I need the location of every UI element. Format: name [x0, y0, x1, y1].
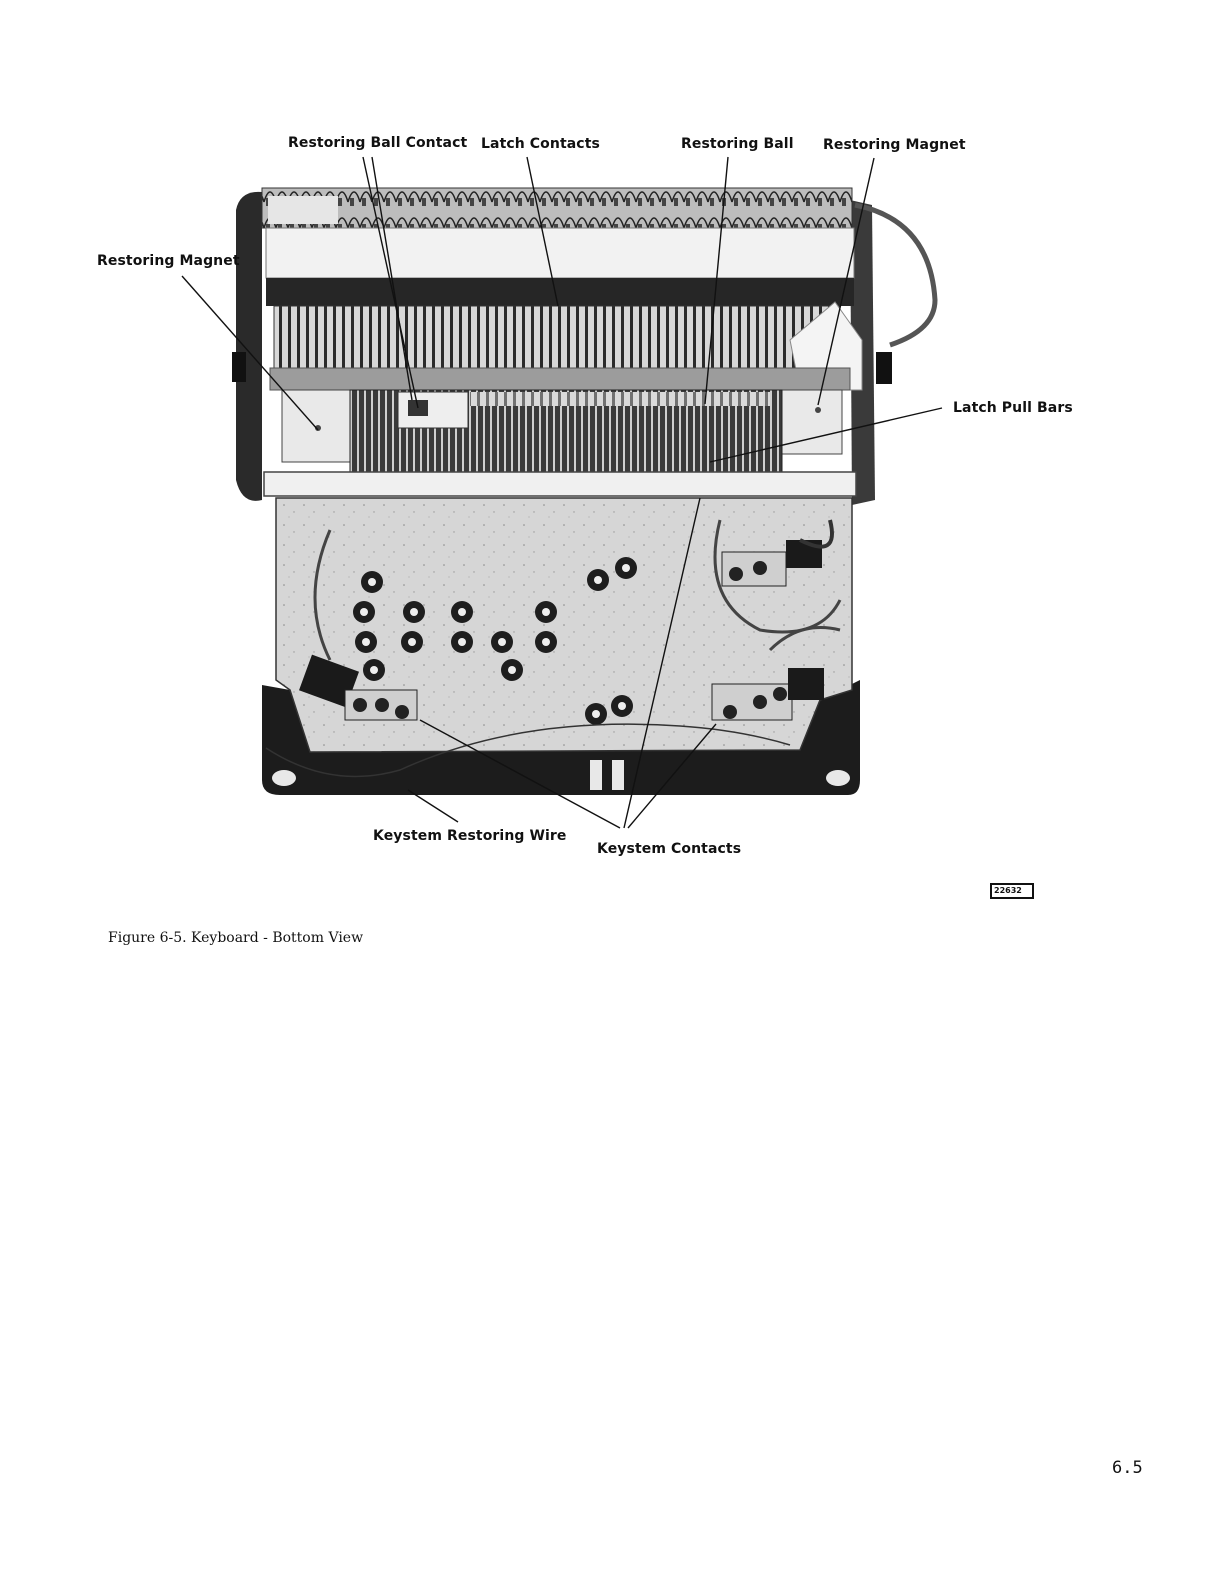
- label-restoring-ball: Restoring Ball: [681, 136, 794, 152]
- top-wiring-harness: [262, 188, 852, 228]
- page-number: 6.5: [1112, 1458, 1143, 1478]
- latch-contacts-comb: [274, 306, 840, 368]
- label-restoring-magnet-top: Restoring Magnet: [823, 137, 966, 153]
- upper-frame-band: [266, 228, 854, 278]
- label-latch-pull-bars: Latch Pull Bars: [953, 400, 1073, 416]
- label-restoring-magnet-left: Restoring Magnet: [97, 253, 240, 269]
- figure-caption: Figure 6-5. Keyboard - Bottom View: [108, 930, 364, 946]
- label-keystem-contacts: Keystem Contacts: [597, 841, 742, 857]
- right-restoring-magnet: [782, 390, 842, 454]
- photo-id-box: 22632: [990, 883, 1034, 899]
- label-restoring-ball-contact: Restoring Ball Contact: [288, 135, 468, 151]
- label-latch-contacts: Latch Contacts: [481, 136, 600, 152]
- left-side-frame: [236, 192, 262, 501]
- label-keystem-restoring-wire: Keystem Restoring Wire: [373, 828, 567, 844]
